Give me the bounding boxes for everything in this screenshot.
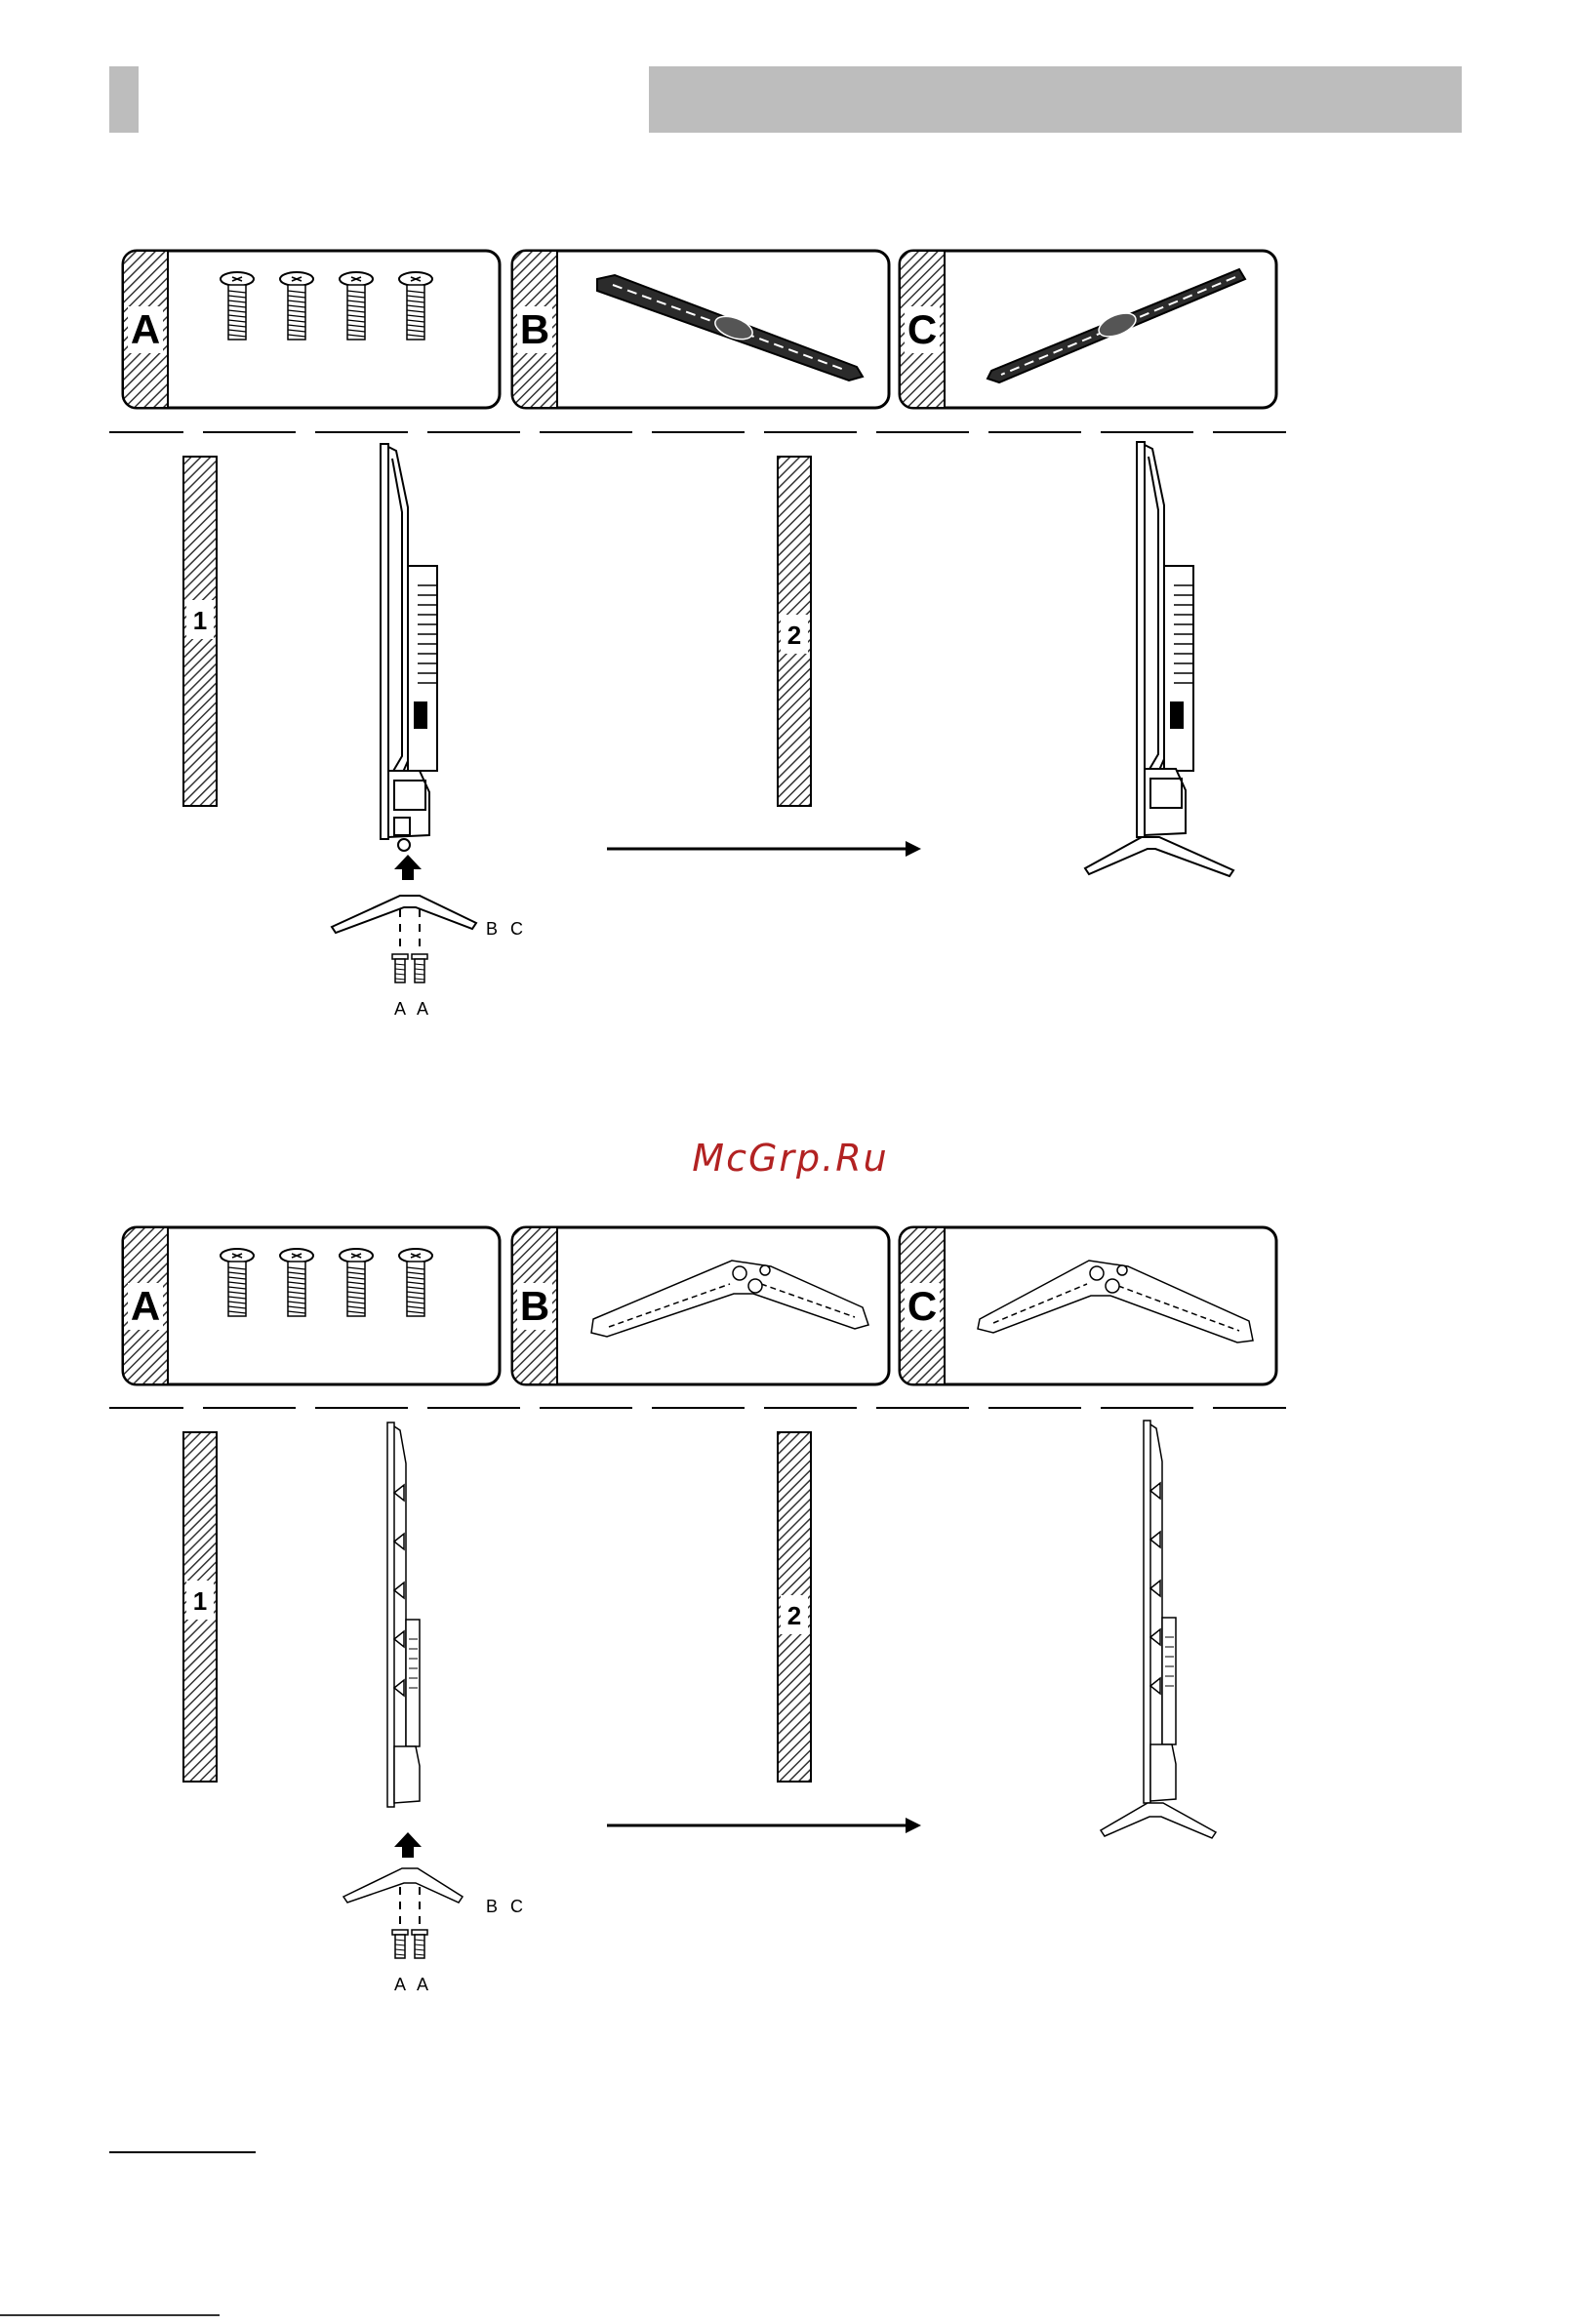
step-number: 2 (786, 621, 802, 650)
step-bar-2 (778, 1432, 811, 1782)
screw-parts-label: A A (394, 1975, 433, 1994)
assembled-tv (1101, 1421, 1216, 1838)
section-2 (109, 1227, 1286, 1994)
part-letter: C (907, 306, 938, 352)
part-letter: A (130, 1283, 161, 1329)
step-number: 1 (192, 1586, 208, 1616)
part-letter: B (519, 306, 550, 352)
tv-side-profile (381, 444, 437, 851)
screw-icon (392, 954, 408, 982)
step-number: 2 (786, 1601, 802, 1630)
section-1 (109, 251, 1286, 1019)
watermark-text: McGrp.Ru (692, 1137, 889, 1180)
part-box-b (512, 251, 889, 408)
stand-assembly (343, 1868, 527, 1994)
screw-icon (412, 954, 427, 982)
part-box-a (123, 1227, 500, 1384)
direction-arrow (607, 841, 921, 857)
screw-parts-label: A A (394, 999, 433, 1019)
stand-parts-label: B C (486, 1897, 528, 1916)
direction-arrow (607, 1818, 921, 1833)
part-box-c (900, 1227, 1276, 1384)
arrow-up-icon (394, 1832, 422, 1858)
footer-rule (109, 2151, 256, 2153)
part-box-a (123, 251, 500, 408)
screw-icon (392, 1930, 408, 1958)
part-letter: C (907, 1283, 938, 1329)
tv-side-profile (387, 1422, 420, 1807)
step-bar-2 (778, 457, 811, 806)
step-bar-1 (183, 1432, 217, 1782)
assembled-tv (1085, 442, 1233, 876)
screw-icon (412, 1930, 427, 1958)
part-box-c (900, 251, 1276, 408)
part-box-b (512, 1227, 889, 1384)
part-letter: B (519, 1283, 550, 1329)
step-bar-1 (183, 457, 217, 806)
arrow-up-icon (394, 855, 422, 880)
part-letter: A (130, 306, 161, 352)
stand-parts-label: B C (486, 919, 528, 939)
bottom-edge-rule (0, 2314, 220, 2316)
stand-assembly (332, 896, 527, 1019)
step-number: 1 (192, 606, 208, 635)
